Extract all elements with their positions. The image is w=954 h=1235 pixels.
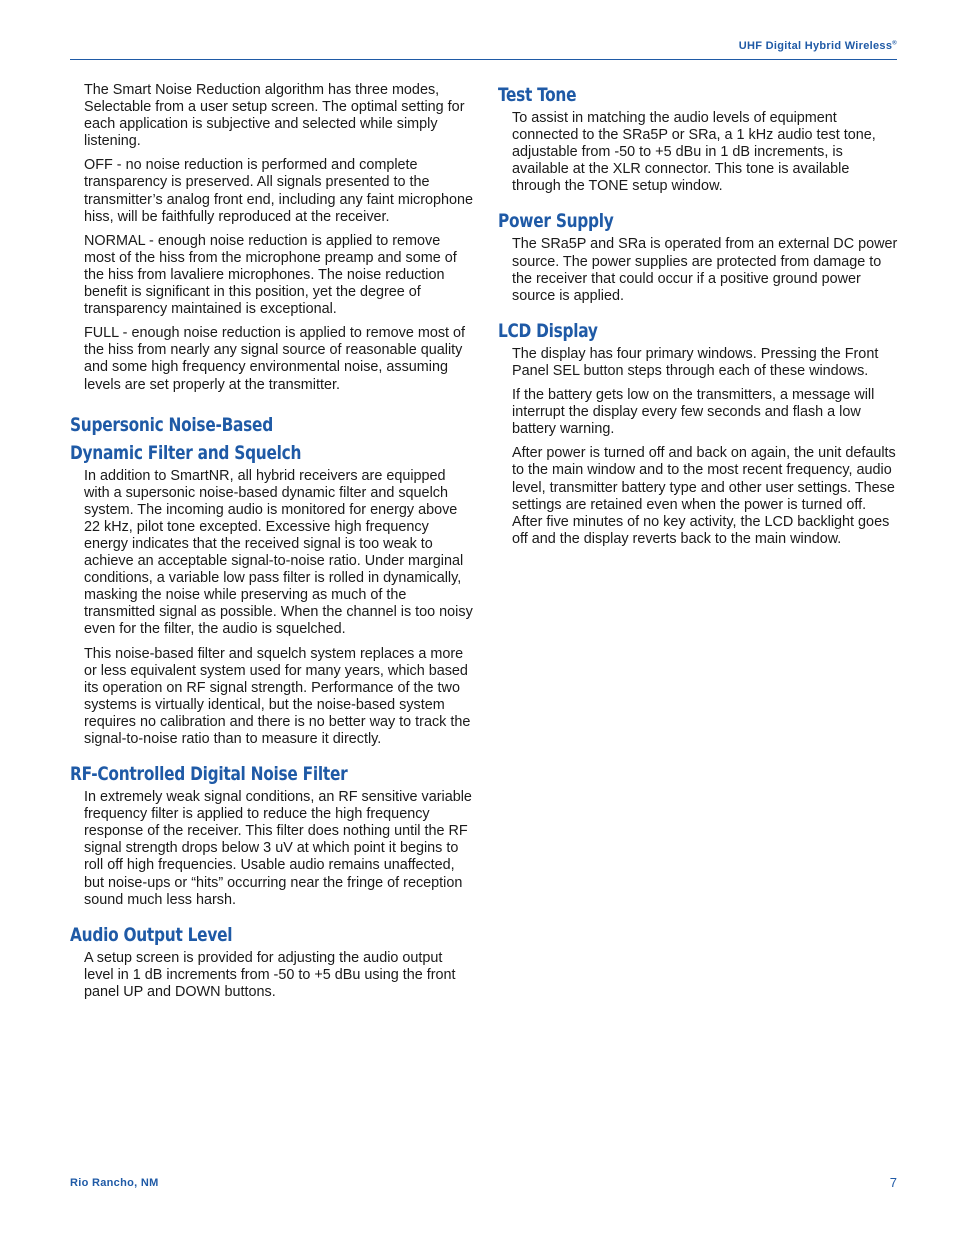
paragraph: The SRa5P and SRa is operated from an external DC power source. The power supplies are protected from damage to the receiver that could occur if a positive ground power source is applied. [512,236,898,304]
section-smart-nr [70,82,475,394]
paragraph: After power is turned off and back on again, the unit defaults to the main window and to the most recent frequency, audio level, transmitter battery type and other user settings. These settings are retained even when the power is turned off. After five minutes of no key activity, the LCD backlight goes off and the display reverts back to the main window. [512,445,896,547]
page-number: 7 [889,1175,897,1190]
paragraph: FULL - enough noise reduction is applied to remove most of the hiss from nearly any signal source of reasonable quality and some high frequency environmental noise, assuming levels are set properly at the transmitter. [84,325,466,393]
paragraph: In addition to SmartNR, all hybrid receivers are equipped with a supersonic noise-based dynamic filter and squelch system. The incoming audio is monitored for energy above 22 kHz, pilot tone excepted. Excessive high frequency energy indicates that the received signal is too weak to achieve an acceptable signal-to-noise ratio. Under marginal conditions, a variable low pass filter is rolled in dynamically, masking the noise while preserving as much of the transmitted signal as possible. When the channel is too noisy even for the filter, the audio is squelched. [84,467,473,638]
section-heading: Dynamic Filter and Squelch [70,441,302,464]
page-header [70,40,897,60]
paragraph: NORMAL - enough noise reduction is applied to remove most of the hiss from the microphone preamp and some of the hiss from lavaliere microphones. The noise reduction benefit is significant in this position, yet the degree of transparency maintained is exceptional. [84,232,457,318]
header-title [739,40,897,52]
paragraph: If the battery gets low on the transmitters, a message will interrupt the display every few seconds and flash a low battery warning. [512,387,875,438]
section-supersonic [70,412,475,749]
section-audio-output [70,922,475,1001]
paragraph: In extremely weak signal conditions, an RF sensitive variable frequency filter is applied to reduce the high frequency response of the receiver. This filter does nothing until the RF signal strength drops below 3 uV at which point it begins to roll off high frequencies. Usable audio remains unaffected, but noise-ups or “hits” occurring near the fringe of reception sound much less harsh. [84,789,472,908]
right-column [498,82,898,555]
section-heading: LCD Display [498,319,598,342]
section-heading: Test Tone [498,84,577,106]
section-heading: Supersonic Noise-Based [70,413,273,436]
section-heading: RF-Controlled Digital Noise Filter [70,763,348,786]
section-test-tone [498,82,898,195]
header-title-text: UHF Digital Hybrid Wireless [738,40,893,52]
paragraph: A setup screen is provided for adjusting the audio output level in 1 dB increments from -50 to +5 dBu using the front panel UP and DOWN buttons. [84,949,456,1000]
section-power-supply [498,208,898,304]
registered-mark: ® [892,40,897,47]
section-lcd-display [498,318,898,548]
section-rf-filter [70,761,475,909]
paragraph: The Smart Noise Reduction algorithm has three modes, Selectable from a user setup screen. The optimal setting for each application is subjective and selected while simply listening. [84,82,465,150]
section-heading: Power Supply [498,210,614,233]
left-column [70,82,475,1008]
paragraph: To assist in matching the audio levels of equipment connected to the SRa5P or SRa, a 1 kHz audio test tone, adjustable from -50 to +5 dBu in 1 dB increments, is available at the XLR connector. This tone is available through the TONE setup window. [512,110,876,195]
paragraph: OFF - no noise reduction is performed and complete transparency is preserved. All signals presented to the transmitter’s analog front end, including any faint microphone hiss, will be faithfully reproduced at the receiver. [84,157,474,225]
paragraph: The display has four primary windows. Pressing the Front Panel SEL button steps through each of these windows. [512,345,879,379]
section-heading: Audio Output Level [70,923,233,946]
footer-location: Rio Rancho, NM [70,1177,159,1189]
paragraph: This noise-based filter and squelch system replaces a more or less equivalent system used for many years, which based its operation on RF signal strength. Performance of the two systems is virtually identical, but the noise-based system requires no calibration and there is no better way to track the signal-to-noise ratio than to measure it directly. [84,645,471,747]
